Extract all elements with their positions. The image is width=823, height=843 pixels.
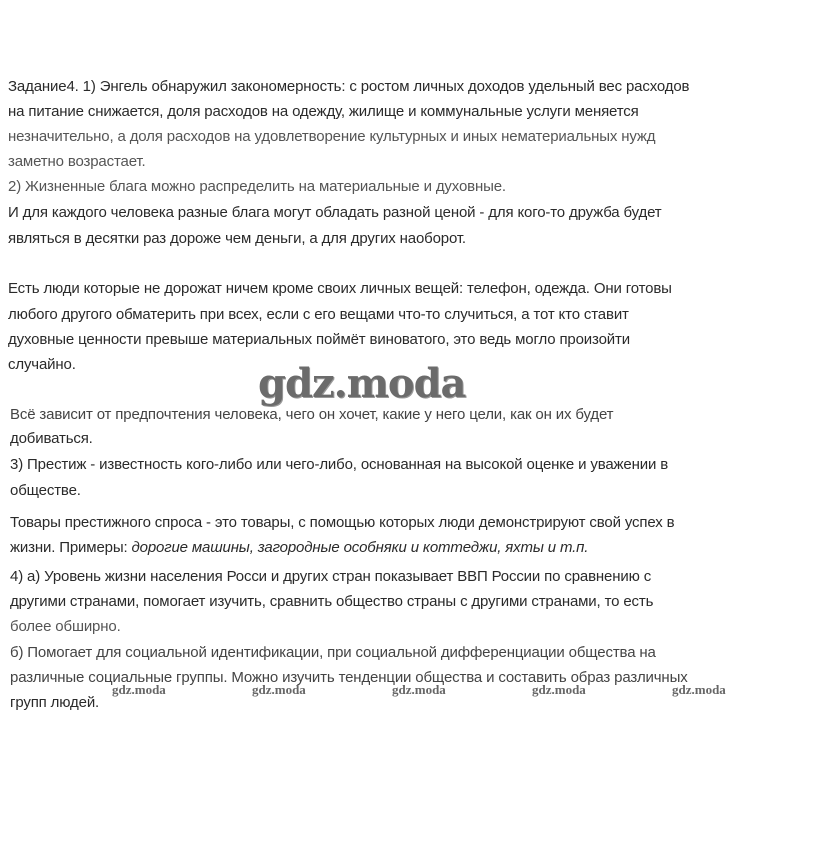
text-line: Товары престижного спроса - это товары, с помощью которых люди демонстрируют свой успех в [10, 514, 675, 531]
text-line: случайно. [8, 356, 76, 373]
watermark-small: gdz.moda [672, 682, 726, 697]
text-line: И для каждого человека разные блага могут обладать разной ценой - для кого-то дружба будет [8, 204, 662, 221]
text-line: групп людей. [10, 694, 100, 711]
watermark-logo: gdz.moda [258, 360, 466, 407]
text-line: Есть люди которые не дорожат ничем кроме своих личных вещей: телефон, одежда. Они готовы [8, 280, 672, 297]
watermark-small: gdz.moda [112, 682, 166, 697]
text-line: на питание снижается, доля расходов на одежду, жилище и коммунальные услуги меняется [8, 103, 639, 120]
text-line: обществе. [10, 482, 81, 499]
text-line: более обширно. [10, 618, 121, 635]
text-line: добиваться. [10, 430, 93, 447]
watermark-small: gdz.moda [252, 682, 306, 697]
text-line: духовные ценности превыше материальных поймёт виноватого, это ведь могло произойти [8, 331, 630, 348]
text-line: другими странами, помогает изучить, сравнить общество страны с другими странами, то есть [10, 593, 654, 610]
text-line: заметно возрастает. [8, 153, 146, 170]
text-segment: жизни. Примеры: [10, 539, 132, 556]
text-line: Задание4. 1) Энгель обнаружил закономерность: с ростом личных доходов удельный вес расходов [8, 78, 690, 95]
text-line: Всё зависит от предпочтения человека, чего он хочет, какие у него цели, как он их будет [10, 406, 614, 423]
text-line: являться в десятки раз дороже чем деньги, а для других наоборот. [8, 230, 466, 247]
text-line [10, 539, 588, 557]
text-line: 4) а) Уровень жизни населения Росси и других стран показывает ВВП России по сравнению с [10, 568, 652, 585]
text-line: любого другого обматерить при всех, если с его вещами что-то случиться, а тот кто ставит [8, 306, 629, 323]
text-line: б) Помогает для социальной идентификации, при социальной дифференциации общества на [10, 644, 656, 661]
text-line: незначительно, а доля расходов на удовлетворение культурных и иных нематериальных нужд [8, 128, 656, 145]
examples-italic: дорогие машины, загородные особняки и коттеджи, яхты и т.п. [131, 539, 589, 556]
watermark-small: gdz.moda [392, 682, 446, 697]
text-line: 2) Жизненные блага можно распределить на материальные и духовные. [8, 178, 506, 195]
text-line: 3) Престиж - известность кого-либо или чего-либо, основанная на высокой оценке и уважении в [10, 456, 669, 473]
watermark-small: gdz.moda [532, 682, 586, 697]
text-line: различные социальные группы. Можно изучить тенденции общества и составить образ различных [10, 669, 688, 686]
